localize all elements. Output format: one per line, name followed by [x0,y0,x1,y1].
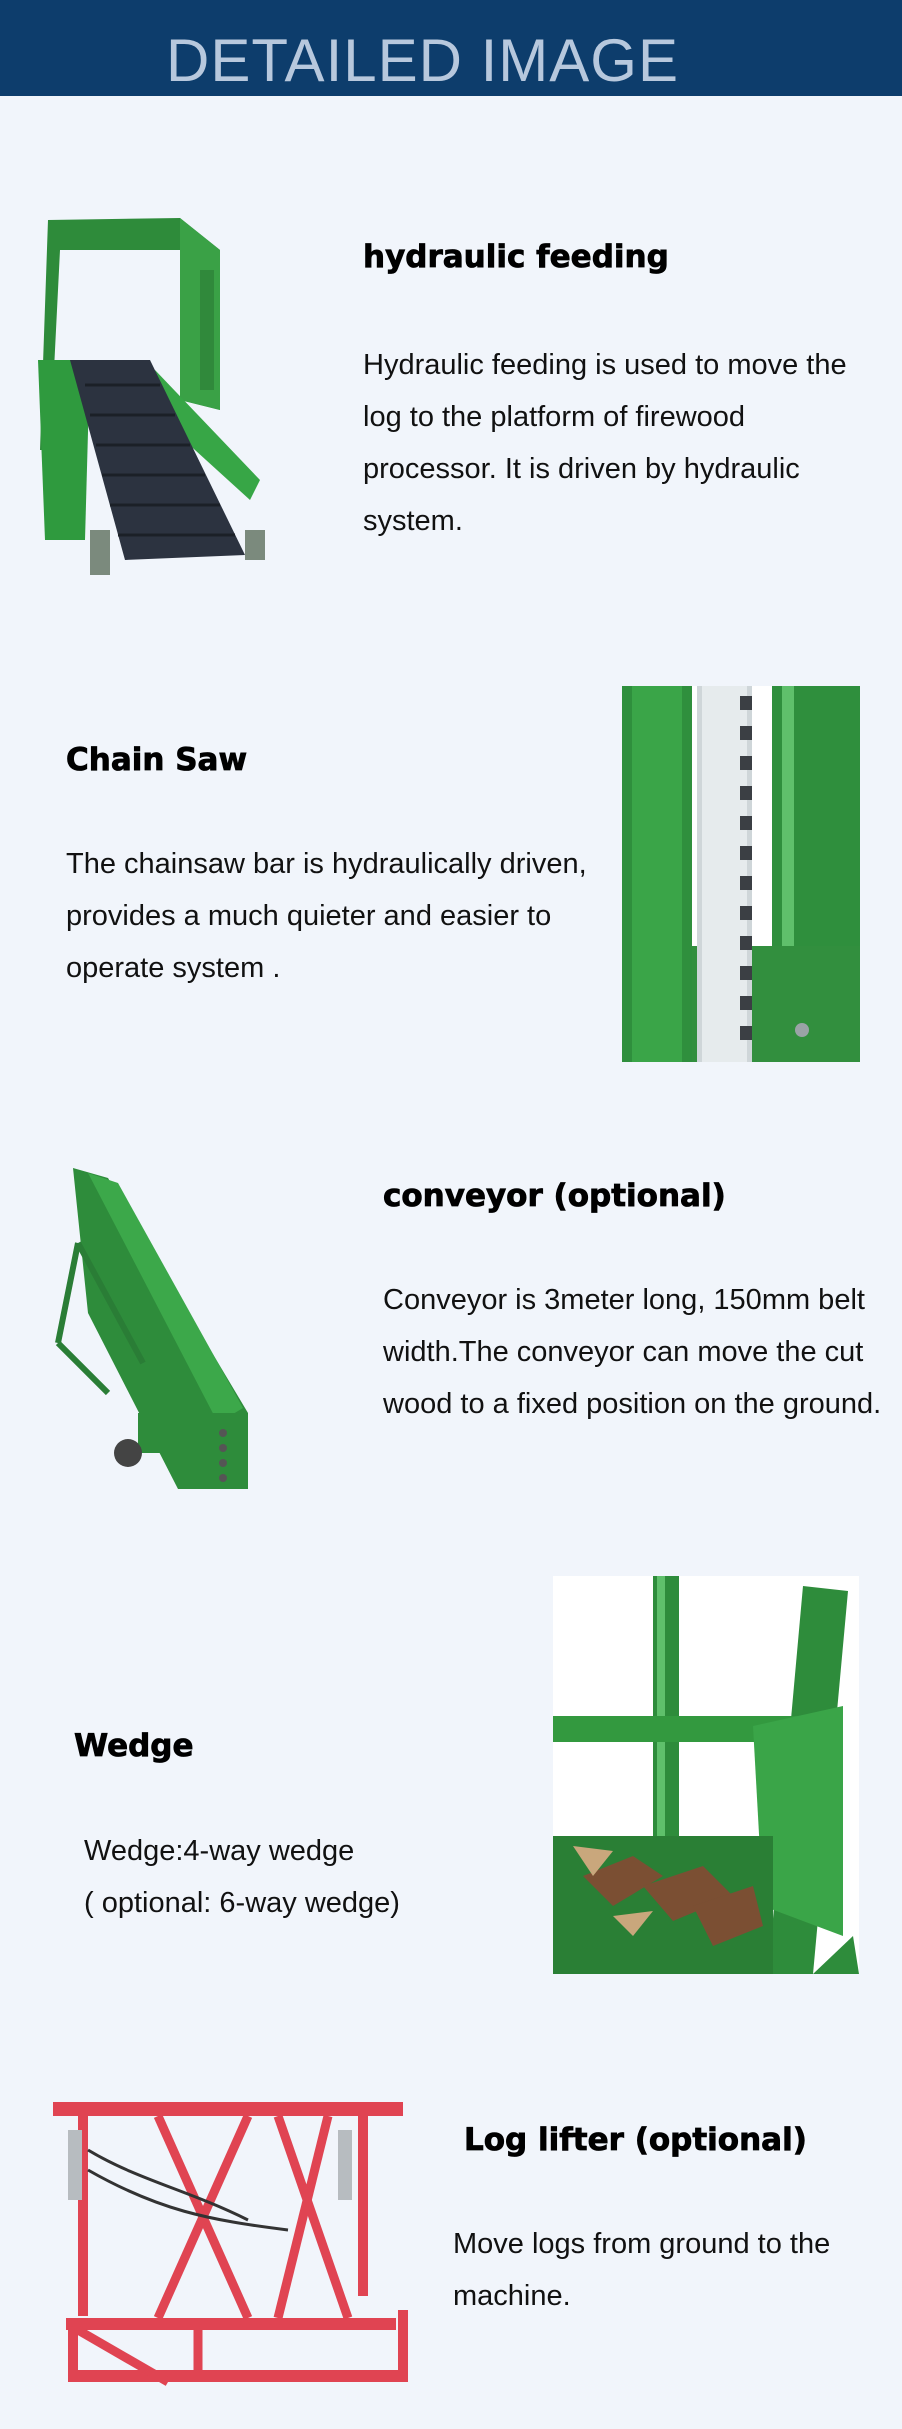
page-title: DETAILED IMAGE [166,27,679,94]
feature-description [84,1825,504,1929]
chain-saw-image [622,686,860,1062]
feature-title: Log lifter (optional) [464,2122,807,2158]
header-banner [0,0,902,96]
conveyor-image [48,1163,258,1489]
feature-title: Wedge [74,1728,194,1764]
feature-title: conveyor (optional) [383,1178,726,1214]
log-lifter-image [48,2090,436,2390]
wedge-image [553,1576,859,1974]
feature-description: The chainsaw bar is hydraulically driven, provides a much quieter and easier to operate system . [66,848,587,984]
feature-description: Hydraulic feeding is used to move the log to the platform of firewood processor. It is driven by hydraulic system. [363,349,847,537]
feature-title: hydraulic feeding [363,239,669,275]
description-line: ( optional: 6-way wedge) [84,1887,400,1919]
feature-title: Chain Saw [66,742,248,778]
description-line: Wedge:4-way wedge [84,1835,355,1867]
feature-description: Move logs from ground to the machine. [453,2228,831,2312]
feature-description: Conveyor is 3meter long, 150mm belt width.The conveyor can move the cut wood to a fixed position on the ground. [383,1284,882,1420]
hydraulic-feeding-image [30,210,302,580]
